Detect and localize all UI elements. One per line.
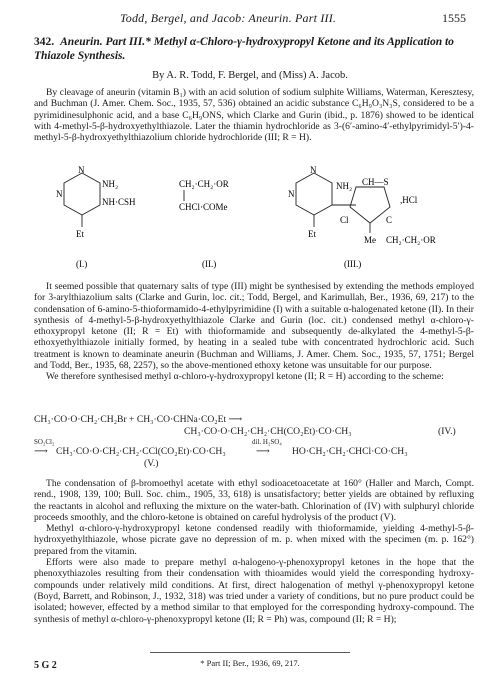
scheme-line-1: CH₃·CO·O·CH₂·CH₂Br + CH₃·CO·CHNa·CO₂Et ⟶ (34, 414, 243, 425)
III-me: Me (364, 235, 376, 245)
scheme-arrow-2: ⟶ (256, 446, 270, 457)
scheme-line-2: CH₃·CO·O·CH₂·CH₂·CH(CO₂Et)·CO·CH₃ (184, 426, 352, 437)
III-n-left: N (288, 189, 295, 199)
article-title-lead: Aneurin. Part III.* (60, 36, 151, 48)
scheme-label-IV: (IV.) (438, 426, 456, 437)
paragraph-5: Methyl α-chloro-γ-hydroxypropyl ketone condensed readily with thioformamide, yielding 4-methyl-5-β-hydroxyethylthiazole, whose picrate gave no depression of m. p. when mixed with the specimen (m. p. 162°) prepared from the vitamin. (34, 523, 474, 557)
II-label: (II.) (202, 259, 217, 269)
scheme-reagent-2: dil. H₂SO₄ (252, 438, 282, 446)
article-title: Methyl α-Chloro-γ-hydroxypropyl Ketone and its Application to Thiazole Synthesis. (34, 36, 454, 62)
pyrimidine-ring-I (64, 173, 100, 215)
III-r: CH₂·CH₂·OR (386, 235, 436, 245)
I-nhcsh: NH·CSH (102, 197, 136, 207)
page-number: 1555 (442, 11, 466, 25)
III-n-top: N (310, 165, 317, 175)
author-line: By A. R. Todd, F. Bergel, and (Miss) A. Jacob. (152, 70, 348, 81)
structure-I (64, 173, 100, 227)
paragraph-1-block (34, 87, 474, 143)
II-bottom: CHCl·COMe (179, 202, 228, 212)
article-heading (34, 35, 474, 63)
III-cl: Cl (340, 215, 349, 225)
I-et: Et (76, 229, 84, 239)
scheme-label-V: (V.) (144, 458, 159, 469)
paragraph-4: The condensation of β-bromoethyl acetate with ethyl sodioacetoacetate at 160° (Haller and March, Compt. rend., 1908, 139, 100; Bull. Soc. chim., 1905, 33, 618) is unsatisfactory; better yields are obtained by refluxing the reactants in alcohol and refluxing the mixture on the water-bath. Chlorination of (IV) with sulphuryl chloride proceeds smoothly, and the chloro-ketone is obtained on careful hydrolysis of the product (V). (34, 478, 474, 523)
II-top: CH₂·CH₂·OR (179, 179, 229, 189)
pyrimidine-ring-III (296, 173, 332, 215)
paragraph-2: It seemed possible that quaternary salts of type (III) might be synthesised by extending the methods employed for 3-arylthiazolium salts (Clarke and Gurin, loc. cit.; Todd, Bergel, and Karimullah, Ber., 1936, 69, 217) to the condensation of 6-amino-5-thioformamido-4-ethylpyrimidine (I) with a suitable α-halogenated ketone (II). In their synthesis of 4-methyl-5-β-hydroxyethylthiazole Clarke and Gurin (loc. cit.) condensed methyl α-chloro-γ-ethoxypropyl ketone (II; R = Et) with thioformamide and subsequently de-alkylated the 4-methyl-5-β-ethoxyethylthiazole initially formed, by heating in a sealed tube with concentrated hydrochloric acid. Such treatment is known to deaminate aneurin (Buchman and Williams, J. Amer. Chem. Soc., 1935, 57, 1751; Bergel and Todd, Ber., 1935, 68, 2257), so the above-mentioned ethoxy ketone was unsuitable for our purpose. (34, 281, 474, 372)
scheme-arrow-1: ⟶ (34, 446, 48, 457)
III-label: (III.) (344, 259, 362, 269)
III-ch-s: CH—S (362, 177, 389, 187)
structures-svg (34, 165, 474, 275)
scheme-line-3: CH₃·CO·O·CH₂·CH₂·CCl(CO₂Et)·CO·CH₃ (56, 446, 226, 457)
footnote: * Part II; Ber., 1936, 69, 217. (200, 658, 300, 668)
paragraph-2-block (34, 281, 474, 383)
I-n-left: N (56, 189, 63, 199)
III-nh2: NH₂ (336, 181, 353, 191)
structure-figures (34, 165, 474, 275)
paragraph-1: By cleavage of aneurin (vitamin B₁) with an acid solution of sodium sulphite Williams, Waterman, Keresztesy, and Buchman (J. Amer. Chem. Soc., 1935, 57, 536) obtained an acidic substance C₆H₉O₃N₃S, considered to be a pyrimidinesulphonic acid, and a base C₆H₉ONS, which Clarke and Gurin (ibid., p. 1876) showed to be identical with 4-methyl-5-β-hydroxyethylthiazole. Later the thiamin hydrochloride as 3-(6′-amino-4′-ethylpyrimidyl-5′)-4-methyl-5-β-hydroxyethylthiazolium chloride hydrochloride (III; R = H). (34, 87, 474, 144)
running-title: Todd, Bergel, and Jacob: Aneurin. Part III. (120, 11, 337, 25)
I-label: (I.) (76, 259, 88, 269)
paragraph-6: Efforts were also made to prepare methyl α-halogeno-γ-phenoxypropyl ketones in the hope that the phenoxythiazoles resulting from their condensation with thioamides would yield the corresponding hydroxy-compounds under relatively mild conditions. At first, direct halogenation of methyl γ-phenoxypropyl ketone (Boyd, Barrett, and Robinson, J., 1932, 318) was tried under a variety of conditions, but no pure product could be isolated; however, effected by a method similar to that employed for the corresponding hydroxy-compound. The synthesis of methyl α-chloro-γ-phenoxypropyl ketone (II; R = Ph) was, compound (II; R = H); (34, 557, 474, 625)
reaction-scheme (34, 414, 474, 474)
I-n-top: N (78, 165, 85, 175)
paragraph-4-block (34, 478, 474, 625)
running-header (0, 11, 500, 27)
paragraph-3: We therefore synthesised methyl α-chloro-γ-hydroxypropyl ketone (II; R = H) according to the scheme: (46, 371, 444, 383)
signature-mark: 5 G 2 (34, 660, 57, 671)
III-et: Et (308, 229, 316, 239)
scheme-reagent-1: SO₂Cl₂ (34, 438, 55, 446)
article-number: 342. (34, 36, 55, 48)
scheme-line-3b: HO·CH₂·CH₂·CHCl·CO·CH₃ (292, 446, 408, 457)
III-c: C (386, 215, 393, 225)
I-nh2: NH₂ (102, 179, 119, 189)
III-hcl: ,HCl (400, 195, 418, 205)
footnote-rule (150, 652, 350, 653)
